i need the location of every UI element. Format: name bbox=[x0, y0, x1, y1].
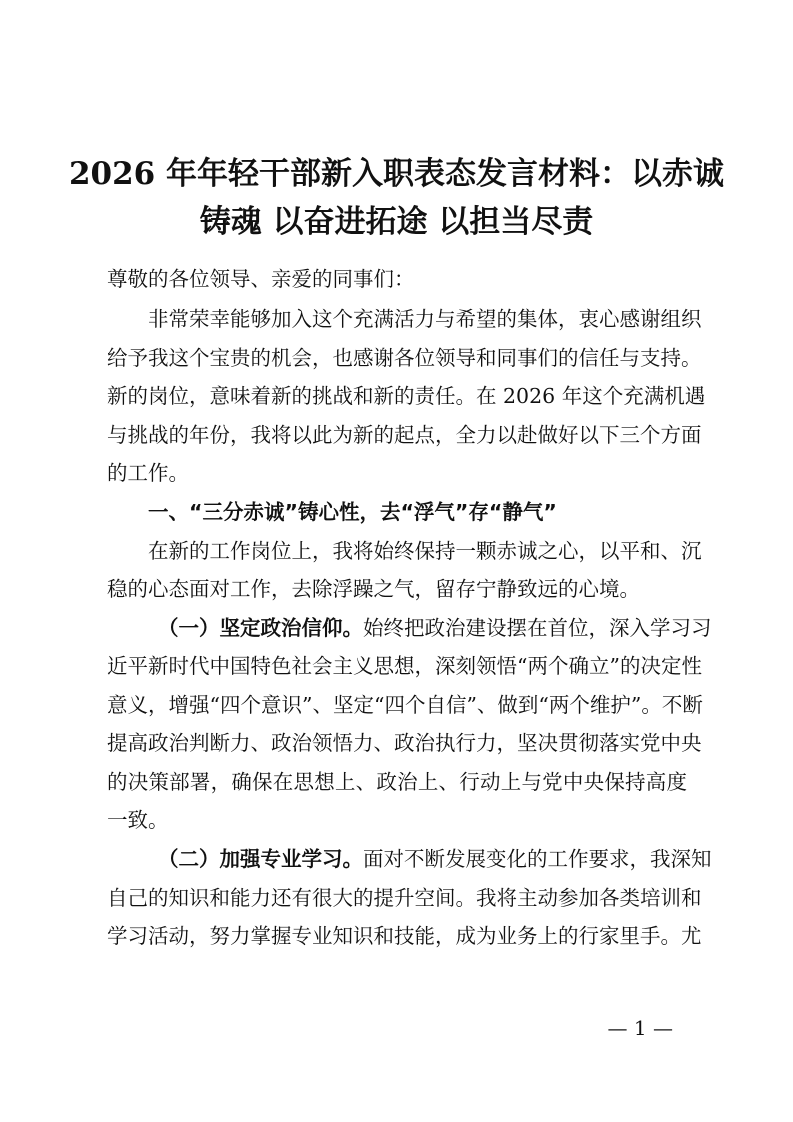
paragraph-line: 在新的工作岗位上，我将始终保持一颗赤诚之心，以平和、沉 bbox=[148, 539, 702, 563]
paragraph-text: 始终把政治建设摆在首位，深入学习习 bbox=[363, 616, 712, 640]
paragraph-line: 一致。 bbox=[107, 808, 169, 832]
paragraph-line: 给予我这个宝贵的机会，也感谢各位领导和同事们的信任与支持。 bbox=[107, 346, 702, 370]
paragraph-line: 的决策部署，确保在思想上、政治上、行动上与党中央保持高度 bbox=[107, 770, 687, 794]
title-line-1: 2026 年年轻干部新入职表态发言材料：以赤诚 bbox=[68, 156, 725, 192]
paragraph-text: 面对不断发展变化的工作要求，我深知 bbox=[363, 847, 712, 871]
paragraph-line: 的工作。 bbox=[107, 461, 189, 485]
paragraph-line: 与挑战的年份，我将以此为新的起点，全力以赴做好以下三个方面 bbox=[107, 423, 702, 447]
paragraph-line: 近平新时代中国特色社会主义思想，深刻领悟“两个确立”的决定性 bbox=[107, 654, 702, 678]
paragraph-line bbox=[158, 613, 712, 643]
document-title bbox=[60, 150, 733, 246]
paragraph-line: 稳的心态面对工作，去除浮躁之气，留存宁静致远的心境。 bbox=[107, 577, 640, 601]
paragraph-line: 提高政治判断力、政治领悟力、政治执行力，坚决贯彻落实党中央 bbox=[107, 731, 702, 755]
paragraph-line: 学习活动，努力掌握专业知识和技能，成为业务上的行家里手。尤 bbox=[107, 924, 702, 948]
salutation: 尊敬的各位领导、亲爱的同事们： bbox=[107, 267, 415, 291]
title-line-2: 铸魂 以奋进拓途 以担当尽责 bbox=[199, 204, 594, 240]
section-heading-1: 一、“三分赤诚”铸心性，去“浮气”存“静气” bbox=[148, 500, 557, 524]
paragraph-line: 自己的知识和能力还有很大的提升空间。我将主动参加各类培训和 bbox=[107, 886, 702, 910]
paragraph-line: 非常荣幸能够加入这个充满活力与希望的集体，衷心感谢组织 bbox=[148, 307, 702, 331]
paragraph-line: 意义，增强“四个意识”、坚定“四个自信”、做到“两个维护”。不断 bbox=[107, 693, 703, 717]
paragraph-line: 新的岗位，意味着新的挑战和新的责任。在 2026 年这个充满机遇 bbox=[107, 384, 706, 408]
page-number: — 1 — bbox=[607, 1016, 673, 1040]
paragraph-line bbox=[158, 844, 712, 874]
subheading-2: （二）加强专业学习。 bbox=[158, 847, 363, 871]
subheading-1: （一）坚定政治信仰。 bbox=[158, 616, 363, 640]
